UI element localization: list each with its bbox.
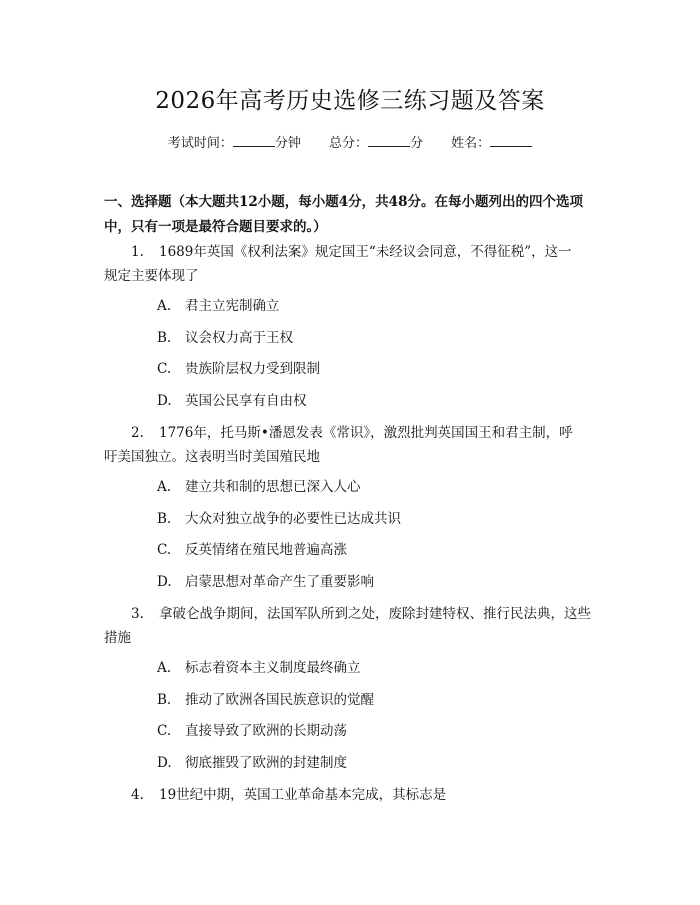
total-score-blank: [368, 134, 410, 147]
question-3-line-1: [131, 604, 591, 624]
option-letter: C.: [157, 723, 172, 739]
question-2-line-1: [131, 423, 573, 443]
question-2-option-a: [157, 477, 361, 497]
question-2-line-2: 吁美国独立。这表明当时美国殖民地: [104, 449, 320, 465]
question-1-line-2: 规定主要体现了: [104, 268, 199, 284]
option-text: 议会权力高于王权: [185, 330, 293, 346]
student-name-blank: [490, 134, 532, 147]
option-letter: C.: [157, 542, 172, 558]
student-name: [451, 136, 532, 151]
option-letter: D.: [157, 574, 172, 590]
question-1-option-a: [157, 296, 280, 316]
question-3-option-d: [157, 753, 347, 773]
question-2-number: 2.: [131, 425, 144, 441]
exam-time-unit: 分钟: [274, 136, 301, 151]
option-text: 启蒙思想对革命产生了重要影响: [185, 574, 374, 590]
total-score: [329, 136, 423, 151]
option-text: 君主立宪制确立: [185, 298, 280, 314]
question-3-line-2: 措施: [104, 630, 131, 646]
option-text: 推动了欧洲各国民族意识的觉醒: [185, 692, 374, 708]
question-1-option-d: [157, 391, 307, 411]
option-text: 贵族阶层权力受到限制: [185, 361, 320, 377]
option-letter: B.: [157, 511, 172, 527]
option-letter: D.: [157, 393, 172, 409]
exam-time-blank: [233, 134, 275, 147]
option-letter: B.: [157, 692, 172, 708]
question-3-option-c: [157, 721, 347, 741]
option-text: 标志着资本主义制度最终确立: [185, 660, 361, 676]
question-3-option-a: [157, 658, 361, 678]
question-2-text-1: 1776年，托马斯•潘恩发表《常识》，激烈批判英国国王和君主制，呼: [159, 425, 573, 441]
question-3-option-b: [157, 690, 374, 710]
question-1-number: 1.: [131, 244, 144, 260]
question-4-number: 4.: [131, 787, 144, 803]
total-score-unit: 分: [410, 136, 424, 151]
section-heading: 一、选择题（本大题共12小题，每小题4分，共48分。在每小题列出的四个选项中，只有一项是最符合题目要求的。）: [104, 194, 583, 235]
option-text: 直接导致了欧洲的长期动荡: [185, 723, 347, 739]
option-letter: A.: [157, 660, 172, 676]
question-1-text-1: 1689年英国《权利法案》规定国王“未经议会同意，不得征税”，这一: [159, 244, 572, 260]
option-text: 建立共和制的思想已深入人心: [185, 479, 361, 495]
question-3-text-1: 拿破仑战争期间，法国军队所到之处，废除封建特权、推行民法典，这些: [159, 606, 591, 622]
question-2-option-c: [157, 540, 347, 560]
total-score-label: 总分：: [328, 136, 368, 151]
question-1-option-b: [157, 328, 293, 348]
option-text: 彻底摧毁了欧洲的封建制度: [185, 755, 347, 771]
option-text: 大众对独立战争的必要性已达成共识: [185, 511, 401, 527]
option-text: 英国公民享有自由权: [185, 393, 307, 409]
student-name-label: 姓名：: [451, 136, 491, 151]
option-letter: B.: [157, 330, 172, 346]
option-text: 反英情绪在殖民地普遍高涨: [185, 542, 347, 558]
exam-time: [168, 136, 301, 151]
option-letter: A.: [157, 479, 172, 495]
option-letter: C.: [157, 361, 172, 377]
question-1-line-1: [131, 242, 572, 262]
page-title: 2026年高考历史选修三练习题及答案: [155, 88, 545, 114]
exam-meta: [0, 132, 700, 151]
question-3-number: 3.: [131, 606, 144, 622]
option-letter: A.: [157, 298, 172, 314]
question-2-option-b: [157, 509, 401, 529]
exam-time-label: 考试时间：: [167, 136, 233, 151]
question-2-option-d: [157, 572, 374, 592]
option-letter: D.: [157, 755, 172, 771]
question-1-option-c: [157, 359, 320, 379]
question-4-text-1: 19世纪中期，英国工业革命基本完成，其标志是: [159, 787, 447, 803]
question-4-line-1: [131, 785, 446, 805]
